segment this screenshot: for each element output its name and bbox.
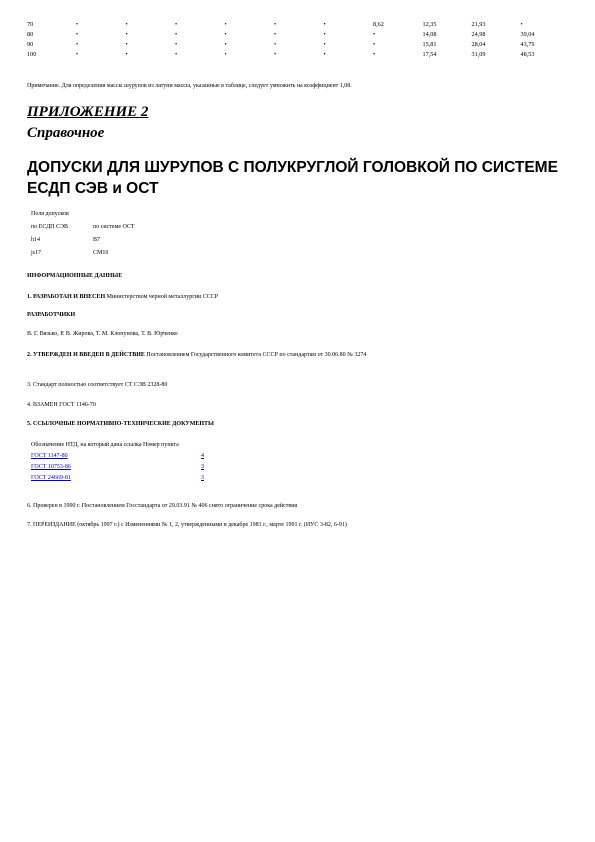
table-row xyxy=(27,40,561,50)
table-cell: • xyxy=(76,51,79,58)
table-cell: • xyxy=(323,21,326,28)
tolerance-cell: В7 xyxy=(93,237,101,243)
tolerance-col1-header: по ЕСДП СЭВ xyxy=(31,224,68,230)
table-cell: • xyxy=(373,31,376,38)
table-cell: • xyxy=(323,31,326,38)
table-cell: • xyxy=(125,41,128,48)
table-cell: 14,08 xyxy=(422,31,437,38)
table-cell: 15,81 xyxy=(422,41,437,48)
info-item-6: 6. Проверен в 1990 г. Постановлением Госстандарта от 29.03.91 № 406 снято ограничение срока действия xyxy=(27,503,298,509)
table-cell: 48,53 xyxy=(520,51,535,58)
info-item-7: 7. ПЕРЕИЗДАНИЕ (октябрь 1997 г.) с Изменениями № 1, 2, утвержденными в декабре 1981 г., марте 1991 г. (ИУС 3-82, 6-91) xyxy=(27,522,347,528)
reference-item-link[interactable]: 3 xyxy=(201,464,204,470)
table-cell: • xyxy=(76,41,79,48)
table-cell: • xyxy=(274,31,277,38)
table-row xyxy=(27,50,561,60)
info-heading: ИНФОРМАЦИОННЫЕ ДАННЫЕ xyxy=(27,273,123,279)
table-cell: 21,93 xyxy=(471,21,486,28)
section-title: ДОПУСКИ ДЛЯ ШУРУПОВ С ПОЛУКРУГЛОЙ ГОЛОВКОЙ ПО СИСТЕМЕ ЕСДП СЭВ и ОСТ xyxy=(27,159,558,197)
reference-link[interactable]: ГОСТ 1147-80 xyxy=(31,453,68,459)
reference-row xyxy=(31,452,204,463)
reference-row xyxy=(31,463,204,474)
table-cell: • xyxy=(224,31,227,38)
table-cell: • xyxy=(224,41,227,48)
info-item-5: 5. ССЫЛОЧНЫЕ НОРМАТИВНО-ТЕХНИЧЕСКИЕ ДОКУМЕНТЫ xyxy=(27,421,214,427)
developers-list: В. Г. Вязько, Р. В. Жирова, Т. М. Клопунова, Т. В. Юрченко xyxy=(27,331,178,337)
table-row xyxy=(27,30,561,40)
table-cell: • xyxy=(274,41,277,48)
reference-item-link[interactable]: 4 xyxy=(201,453,204,459)
table-cell: • xyxy=(175,41,178,48)
table-cell: • xyxy=(274,21,277,28)
table-cell: 31,09 xyxy=(471,51,486,58)
table-cell: • xyxy=(125,31,128,38)
table-cell: • xyxy=(175,31,178,38)
table-cell: 100 xyxy=(27,51,37,58)
tolerance-row xyxy=(31,249,135,262)
table-cell: • xyxy=(274,51,277,58)
info-item-2-text: Постановлением Государственного комитета СССР по стандартам от 30.06.80 № 3274 xyxy=(144,352,367,358)
table-cell: 24,98 xyxy=(471,31,486,38)
table-cell: • xyxy=(520,21,523,28)
table-cell: 28,04 xyxy=(471,41,486,48)
table-cell: 80 xyxy=(27,31,34,38)
reference-link[interactable]: ГОСТ 24669-81 xyxy=(31,475,71,481)
info-item-2-label: 2. УТВЕРЖДЕН И ВВЕДЕН В ДЕЙСТВИЕ xyxy=(27,352,145,358)
info-item-3: 3. Стандарт полностью соответствует СТ СЭВ 2328-80 xyxy=(27,382,168,388)
table-cell: 17,54 xyxy=(422,51,437,58)
info-item-1-text: Министерством черной металлургии СССР xyxy=(105,294,218,300)
tolerance-table xyxy=(31,210,135,262)
reference-item-link[interactable]: 3 xyxy=(201,475,204,481)
info-item-4: 4. ВЗАМЕН ГОСТ 1146-70 xyxy=(27,402,96,408)
tolerance-cell: СМ10 xyxy=(93,250,109,256)
developers-heading: РАЗРАБОТЧИКИ xyxy=(27,312,76,318)
table-cell: • xyxy=(175,21,178,28)
table-cell: • xyxy=(175,51,178,58)
references-col1-header: Обозначение НТД, на который дана ссылка xyxy=(31,442,142,448)
tolerance-cell: js17 xyxy=(31,250,42,256)
table-cell: 8,62 xyxy=(373,21,384,28)
table-cell: • xyxy=(224,51,227,58)
reference-row xyxy=(31,474,204,485)
info-item-2 xyxy=(27,351,567,359)
info-item-1-label: 1. РАЗРАБОТАН И ВНЕСЕН xyxy=(27,294,106,300)
table-cell: 90 xyxy=(27,41,34,48)
table-cell: • xyxy=(125,21,128,28)
table-cell: • xyxy=(323,51,326,58)
table-cell: 39,04 xyxy=(520,31,535,38)
table-cell: 43,79 xyxy=(520,41,535,48)
reference-link[interactable]: ГОСТ 10753-86 xyxy=(31,464,71,470)
table-cell: • xyxy=(373,41,376,48)
references-col2-header: Номер пункта xyxy=(143,442,179,448)
appendix-subtitle: Справочное xyxy=(27,125,105,141)
tolerance-header: Поля допусков xyxy=(31,211,69,217)
table-cell: • xyxy=(224,21,227,28)
screw-weight-table xyxy=(27,20,561,60)
table-cell: • xyxy=(323,41,326,48)
table-cell: 70 xyxy=(27,21,34,28)
tolerance-row xyxy=(31,236,135,249)
tolerance-cell: h14 xyxy=(31,237,40,243)
appendix-title: ПРИЛОЖЕНИЕ 2 xyxy=(27,104,149,120)
table-cell: • xyxy=(76,21,79,28)
info-item-1 xyxy=(27,293,567,301)
table-row xyxy=(27,20,561,30)
table-cell: • xyxy=(373,51,376,58)
table-cell: 12,35 xyxy=(422,21,437,28)
tolerance-col2-header: по системе ОСТ xyxy=(93,224,135,230)
references-table xyxy=(31,441,204,485)
table-note: Примечание. Для определения массы шурупов из латуни массы, указанные в таблице, следует умножить на коэффициент 1,08. xyxy=(27,83,352,89)
table-cell: • xyxy=(125,51,128,58)
references-header xyxy=(31,441,204,452)
table-cell: • xyxy=(76,31,79,38)
